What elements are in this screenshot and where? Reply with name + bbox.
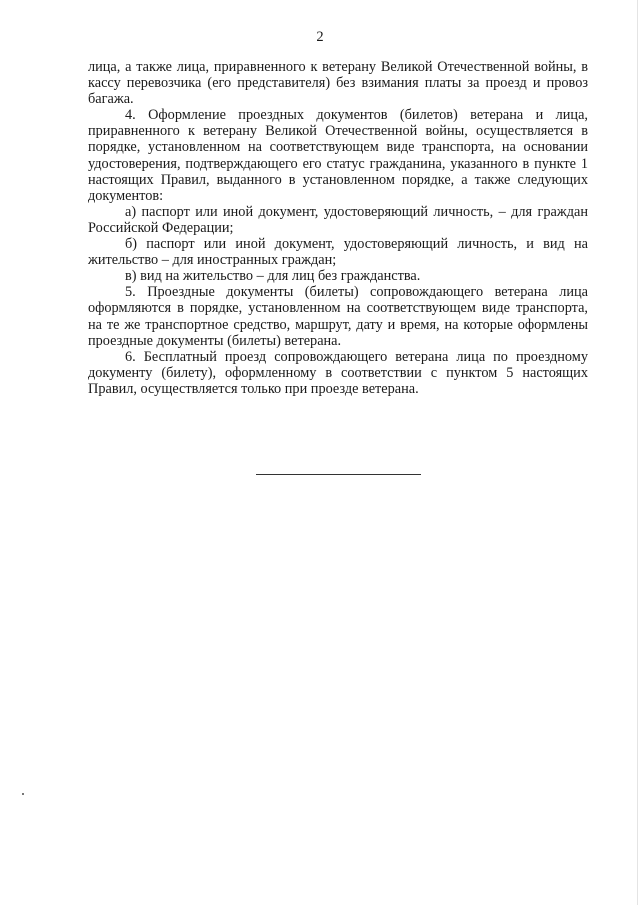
page-number: 2 (316, 29, 324, 45)
scan-dot (22, 793, 24, 795)
paragraph-item-4: 4. Оформление проездных документов (билетов) ветерана и лица, приравненного к ветерану Великой Отечественной войны, осуществляется в порядке, установленном на соответствующем виде транспорта, на основании удостоверения, подтверждающего его статус гражданина, указанного в пункте 1 настоящих Правил, выданного в установленном порядке, а также следующих документов: (88, 107, 588, 204)
paragraph-subitem-v: в) вид на жительство – для лиц без гражданства. (125, 268, 421, 285)
paragraph-subitem-b: б) паспорт или иной документ, удостоверяющий личность, и вид на жительство – для иностранных граждан; (88, 236, 588, 269)
scan-edge-line (637, 0, 638, 905)
paragraph-subitem-a: а) паспорт или иной документ, удостоверяющий личность, – для граждан Российской Федерации; (88, 203, 588, 236)
paragraph-continuation: лица, а также лица, приравненного к ветерану Великой Отечественной войны, в кассу перевозчика (его представителя) без взимания платы за проезд и провоз багажа. (88, 59, 588, 108)
end-of-document-rule (256, 474, 421, 475)
paragraph-item-5: 5. Проездные документы (билеты) сопровождающего ветерана лица оформляются в порядке, установленном на соответствующем виде транспорта, на те же транспортное средство, маршрут, дату и время, на которые оформлены проездные документы (билеты) ветерана. (88, 284, 588, 349)
paragraph-item-6: 6. Бесплатный проезд сопровождающего ветерана лица по проездному документу (билету), оформленному в соответствии с пунктом 5 настоящих Правил, осуществляется только при проезде ветерана. (88, 348, 588, 397)
body-text (88, 59, 588, 397)
